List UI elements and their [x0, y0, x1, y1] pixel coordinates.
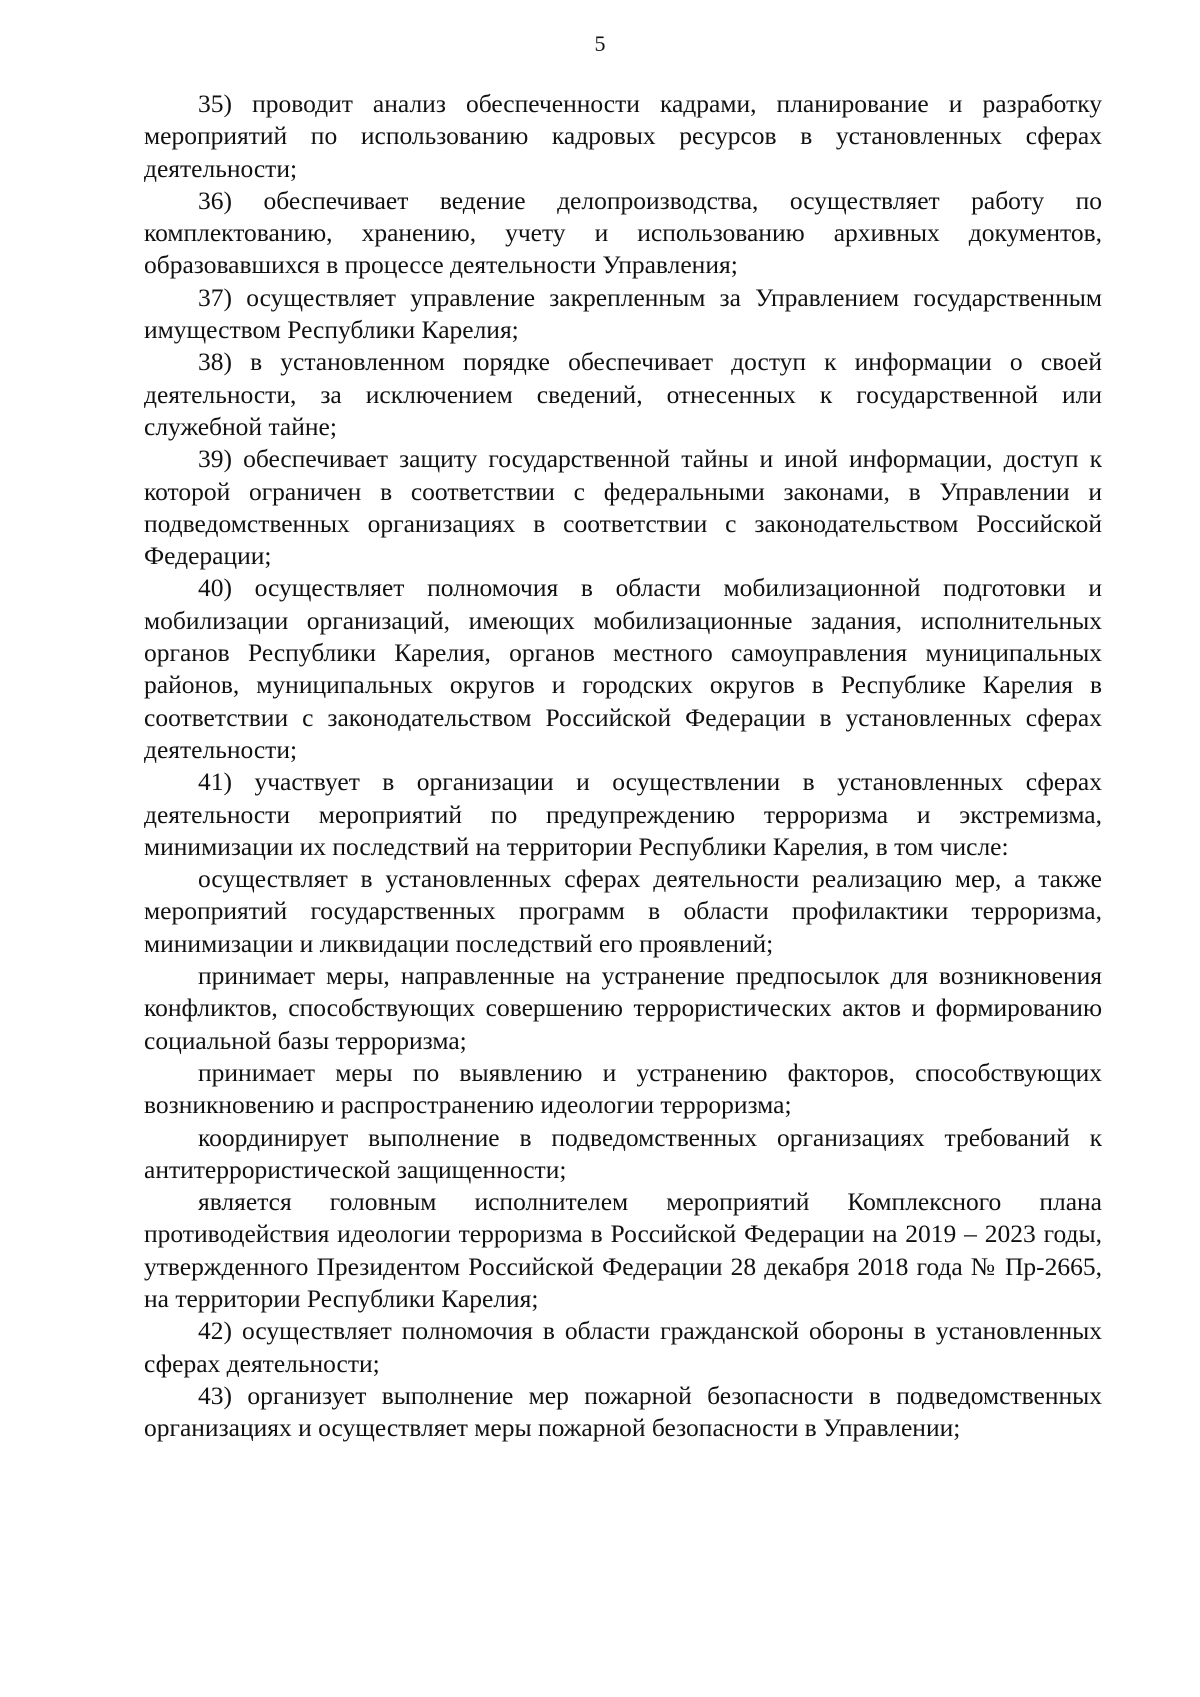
paragraph-41-item-3: принимает меры по выявлению и устранению факторов, способствующих возникновению и распространению идеологии терроризма; [144, 1057, 1102, 1120]
paragraph-41-item-4: координирует выполнение в подведомственных организациях требований к антитеррористической защищенности; [144, 1122, 1102, 1184]
paragraph-36: 36) обеспечивает ведение делопроизводства, осуществляет работу по комплектованию, хранению, учету и использованию архивных документов, образовавшихся в процессе деятельности Управления; [144, 185, 1102, 280]
paragraph-35: 35) проводит анализ обеспеченности кадрами, планирование и разработку мероприятий по использованию кадровых ресурсов в установленных сферах деятельности; [144, 89, 1102, 183]
paragraph-38: 38) в установленном порядке обеспечивает доступ к информации о своей деятельности, за исключением сведений, отнесенных к государственной или служебной тайне; [144, 347, 1102, 441]
paragraph-41-item-2: принимает меры, направленные на устранение предпосылок для возникновения конфликтов, способствующих совершению террористических актов и формированию социальной базы терроризма; [144, 961, 1102, 1055]
document-body [144, 88, 1102, 1444]
paragraph-37: 37) осуществляет управление закрепленным за Управлением государственным имуществом Республики Карелия; [144, 282, 1102, 345]
paragraph-43: 43) организует выполнение мер пожарной безопасности в подведомственных организациях и осуществляет меры пожарной безопасности в Управлении; [144, 1380, 1102, 1443]
paragraph-42: 42) осуществляет полномочия в области гражданской обороны в установленных сферах деятельности; [144, 1316, 1102, 1378]
paragraph-41-item-1: осуществляет в установленных сферах деятельности реализацию мер, а также мероприятий государственных программ в области профилактики терроризма, минимизации и ликвидации последствий его проявлений; [144, 864, 1102, 958]
paragraph-41-item-5: является головным исполнителем мероприятий Комплексного плана противодействия идеологии терроризма в Российской Федерации на 2019 – 2023 годы, утвержденного Президентом Российской Федерации 28 декабря 2018 года № Пр-2665, на территории Республики Карелия; [144, 1187, 1102, 1313]
paragraph-39: 39) обеспечивает защиту государственной тайны и иной информации, доступ к которой ограничен в соответствии с федеральными законами, в Управлении и подведомственных организациях в соответствии с законодательством Российской Федерации; [144, 444, 1102, 571]
paragraph-41: 41) участвует в организации и осуществлении в установленных сферах деятельности мероприятий по предупреждению терроризма и экстремизма, минимизации их последствий на территории Республики Карелия, в том числе: [144, 767, 1102, 861]
paragraph-40: 40) осуществляет полномочия в области мобилизационной подготовки и мобилизации организаций, имеющих мобилизационные задания, исполнительных органов Республики Карелия, органов местного самоуправления муниципальных районов, муниципальных округов и городских округов в Республике Карелия в соответствии с законодательством Российской Федерации в установленных сферах деятельности; [144, 573, 1102, 764]
page-number: 5 [594, 31, 606, 56]
